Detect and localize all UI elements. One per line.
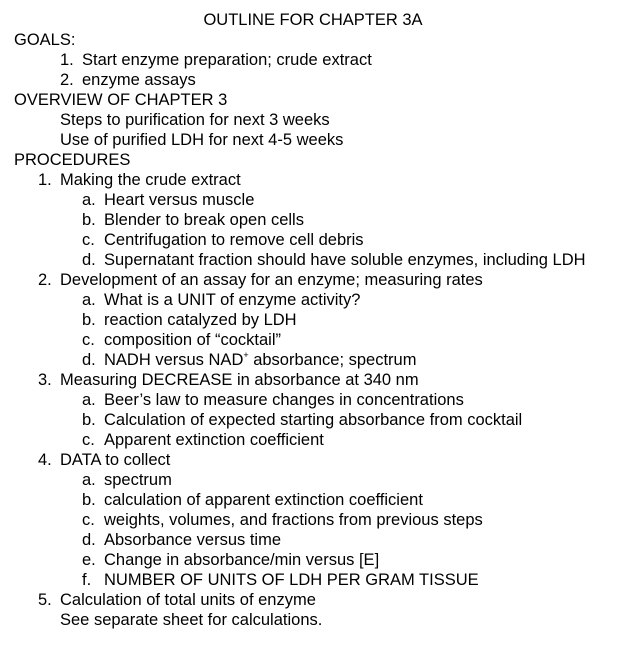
sub-text: Change in absorbance/min versus [E] (104, 551, 380, 569)
sub-item (0, 290, 634, 310)
sub-letter: c. (82, 231, 95, 249)
sub-text: composition of “cocktail” (104, 331, 281, 349)
sub-letter: c. (82, 431, 95, 449)
item-number: 1. (38, 171, 52, 189)
sub-letter: e. (82, 551, 96, 569)
procedure-item (0, 450, 634, 470)
sub-text: NUMBER OF UNITS OF LDH PER GRAM TISSUE (104, 571, 479, 589)
item-number: 5. (38, 591, 52, 609)
sub-text: Calculation of expected starting absorbance from cocktail (104, 411, 523, 429)
sub-item (0, 530, 634, 550)
sub-letter: a. (82, 191, 96, 209)
item-number: 2. (60, 71, 74, 89)
sub-text: Heart versus muscle (104, 191, 255, 209)
procedures-heading: PROCEDURES (14, 151, 131, 169)
sub-text: Absorbance versus time (104, 531, 281, 549)
procedure-item (0, 170, 634, 190)
sub-item (0, 410, 634, 430)
item-number: 3. (38, 371, 52, 389)
sub-letter: b. (82, 411, 96, 429)
goal-item (0, 50, 634, 70)
goals-heading: GOALS: (14, 31, 76, 49)
sub-item (0, 510, 634, 530)
sub-letter: c. (82, 331, 95, 349)
procedure-item (0, 590, 634, 610)
sub-letter: b. (82, 311, 96, 329)
item-text: Start enzyme preparation; crude extract (82, 51, 372, 69)
sub-letter: d. (82, 251, 96, 269)
sub-text: Blender to break open cells (104, 211, 304, 229)
item-text: Calculation of total units of enzyme (60, 591, 316, 609)
sub-item (0, 330, 634, 350)
sub-letter: a. (82, 471, 96, 489)
item-number: 4. (38, 451, 52, 469)
sub-letter: b. (82, 491, 96, 509)
sub-letter: f. (82, 571, 92, 589)
sub-item (0, 190, 634, 210)
sub-item (0, 550, 634, 570)
overview-line: Use of purified LDH for next 4-5 weeks (60, 131, 344, 149)
sub-text-pre: NADH versus NAD (104, 351, 244, 369)
sub-item (0, 490, 634, 510)
sub-text: Beer’s law to measure changes in concentrations (104, 391, 464, 409)
sub-text: Apparent extinction coefficient (104, 431, 324, 449)
overview-line: Steps to purification for next 3 weeks (60, 111, 330, 129)
sub-text: reaction catalyzed by LDH (104, 311, 297, 329)
sub-item (0, 470, 634, 490)
item-number: 2. (38, 271, 52, 289)
sub-text: calculation of apparent extinction coefficient (104, 491, 423, 509)
overview-heading: OVERVIEW OF CHAPTER 3 (14, 91, 228, 109)
sub-letter: b. (82, 211, 96, 229)
procedure-item (0, 270, 634, 290)
sub-text: What is a UNIT of enzyme activity? (104, 291, 361, 309)
item-text: Development of an assay for an enzyme; measuring rates (60, 271, 483, 289)
procedure-note: See separate sheet for calculations. (60, 611, 323, 629)
sub-item (0, 310, 634, 330)
sub-text: spectrum (104, 471, 172, 489)
sub-letter: a. (82, 391, 96, 409)
outline-document (0, 10, 634, 630)
item-text: Measuring DECREASE in absorbance at 340 nm (60, 371, 419, 389)
page-title: OUTLINE FOR CHAPTER 3A (203, 11, 423, 29)
sub-item (0, 350, 634, 370)
item-text: Making the crude extract (60, 171, 241, 189)
sub-item (0, 390, 634, 410)
sub-item (0, 210, 634, 230)
procedure-item (0, 370, 634, 390)
goal-item (0, 70, 634, 90)
sub-item (0, 570, 634, 590)
superscript-plus: + (243, 349, 249, 360)
sub-text: Supernatant fraction should have soluble enzymes, including LDH (104, 251, 586, 269)
sub-item (0, 230, 634, 250)
item-text: enzyme assays (82, 71, 196, 89)
sub-text: weights, volumes, and fractions from previous steps (104, 511, 483, 529)
item-text: DATA to collect (60, 451, 171, 469)
sub-letter: a. (82, 291, 96, 309)
sub-text: Centrifugation to remove cell debris (104, 231, 364, 249)
item-number: 1. (60, 51, 74, 69)
sub-text-post: absorbance; spectrum (248, 351, 417, 369)
sub-letter: d. (82, 351, 96, 369)
sub-letter: d. (82, 531, 96, 549)
sub-item (0, 250, 634, 270)
sub-item (0, 430, 634, 450)
sub-letter: c. (82, 511, 95, 529)
